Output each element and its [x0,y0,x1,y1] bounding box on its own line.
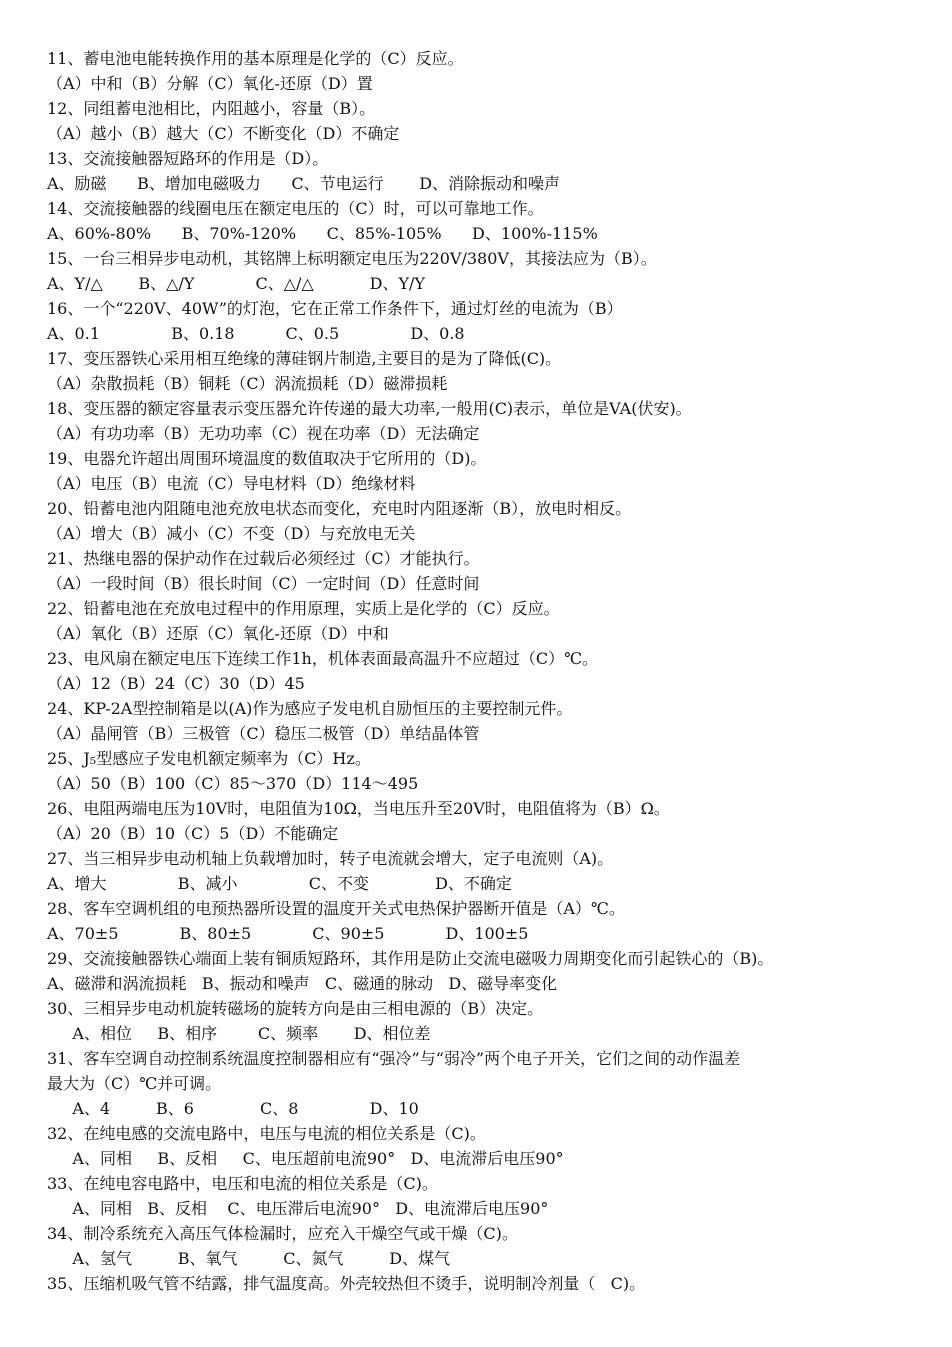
text-line: A、励磁 B、增加电磁吸力 C、节电运行 D、消除振动和噪声 [47,174,561,193]
text-line: 12、同组蓄电池相比，内阻越小，容量（B）。 [47,99,376,118]
text-line: （A）越小（B）越大（C）不断变化（D）不确定 [47,124,400,143]
text-line: A、氢气 B、氧气 C、氮气 D、煤气 [47,1249,451,1268]
text-line: （A）20（B）10（C）5（D）不能确定 [47,824,339,843]
text-line: A、0.1 B、0.18 C、0.5 D、0.8 [47,324,465,343]
text-line: 30、三相异步电动机旋转磁场的旋转方向是由三相电源的（B）决定。 [47,999,544,1018]
text-line: （A）电压（B）电流（C）导电材料（D）绝缘材料 [47,474,416,493]
text-line: （A）12（B）24（C）30（D）45 [47,674,305,693]
text-line: （A）晶闸管（B）三极管（C）稳压二极管（D）单结晶体管 [47,724,480,743]
text-line: （A）有功功率（B）无功功率（C）视在功率（D）无法确定 [47,424,480,443]
text-line: A、同相 B、反相 C、电压超前电流90° D、电流滞后电压90° [47,1149,564,1168]
text-line: 21、热继电器的保护动作在过载后必须经过（C）才能执行。 [47,549,480,568]
text-line: A、同相 B、反相 C、电压滞后电流90° D、电流滞后电压90° [47,1199,549,1218]
text-line: 15、一台三相异步电动机，其铭牌上标明额定电压为220V/380V，其接法应为（B）。 [47,249,657,268]
text-line: A、4 B、6 C、8 D、10 [47,1099,419,1118]
text-line: 29、交流接触器铁心端面上装有铜质短路环，其作用是防止交流电磁吸力周期变化而引起铁心的（B)。 [47,949,774,968]
text-line: （A）一段时间（B）很长时间（C）一定时间（D）任意时间 [47,574,480,593]
text-line: 26、电阻两端电压为10V时，电阻值为10Ω，当电压升至20V时，电阻值将为（B）Ω。 [47,799,670,818]
text-line: A、增大 B、减小 C、不变 D、不确定 [47,874,512,893]
text-line: （A）50（B）100（C）85～370（D）114～495 [47,774,419,793]
text-line: 23、电风扇在额定电压下连续工作1h，机体表面最高温升不应超过（C）℃。 [47,649,598,668]
text-line: 20、铅蓄电池内阻随电池充放电状态而变化，充电时内阻逐渐（B），放电时相反。 [47,499,632,518]
text-line: 35、压缩机吸气管不结露，排气温度高。外壳较热但不烫手，说明制冷剂量（ C)。 [47,1274,646,1293]
text-line: 11、蓄电池电能转换作用的基本原理是化学的（C）反应。 [47,49,464,68]
text-line: （A）杂散损耗（B）铜耗（C）涡流损耗（D）磁滞损耗 [47,374,448,393]
text-line: 28、客车空调机组的电预热器所设置的温度开关式电热保护器断开值是（A）℃。 [47,899,625,918]
text-line: （A）氧化（B）还原（C）氧化-还原（D）中和 [47,624,389,643]
text-line: 16、一个“220V、40W”的灯泡，它在正常工作条件下，通过灯丝的电流为（B） [47,299,623,318]
text-line: A、磁滞和涡流损耗 B、振动和噪声 C、磁通的脉动 D、磁导率变化 [47,974,558,993]
text-line: A、70±5 B、80±5 C、90±5 D、100±5 [47,924,529,943]
text-line: A、Y/△ B、△/Y C、△/△ D、Y/Y [47,274,425,293]
text-line: 25、J₅型感应子发电机额定频率为（C）Hz。 [47,749,371,768]
text-line: A、60%-80% B、70%-120% C、85%-105% D、100%-115% [47,224,598,243]
text-line: 32、在纯电感的交流电路中，电压与电流的相位关系是（C)。 [47,1124,486,1143]
text-line: （A）中和（B）分解（C）氧化-还原（D）置 [47,74,373,93]
text-line: 14、交流接触器的线圈电压在额定电压的（C）时，可以可靠地工作。 [47,199,544,218]
text-line: 34、制冷系统充入高压气体检漏时，应充入干燥空气或干燥（C)。 [47,1224,518,1243]
text-line: （A）增大（B）减小（C）不变（D）与充放电无关 [47,524,416,543]
text-line: 19、电器允许超出周围环境温度的数值取决于它所用的（D)。 [47,449,487,468]
text-line: 22、铅蓄电池在充放电过程中的作用原理，实质上是化学的（C）反应。 [47,599,560,618]
text-line: A、相位 B、相序 C、频率 D、相位差 [47,1024,431,1043]
text-line: 27、当三相异步电动机轴上负载增加时，转子电流就会增大，定子电流则（A)。 [47,849,614,868]
text-line: 17、变压器铁心采用相互绝缘的薄硅钢片制造,主要目的是为了降低(C)。 [47,349,562,368]
text-line: 33、在纯电容电路中，电压和电流的相位关系是（C)。 [47,1174,438,1193]
text-line: 13、交流接触器短路环的作用是（D）。 [47,149,329,168]
text-line: 31、客车空调自动控制系统温度控制器相应有“强冷”与“弱冷”两个电子开关，它们之间的动作温差 [47,1049,741,1068]
text-line: 18、变压器的额定容量表示变压器允许传递的最大功率,一般用(C)表示，单位是VA(伏安)。 [47,399,692,418]
text-line: 24、KP-2A型控制箱是以(A)作为感应子发电机自励恒压的主要控制元件。 [47,699,573,718]
text-line: 最大为（C）℃并可调。 [47,1074,222,1093]
